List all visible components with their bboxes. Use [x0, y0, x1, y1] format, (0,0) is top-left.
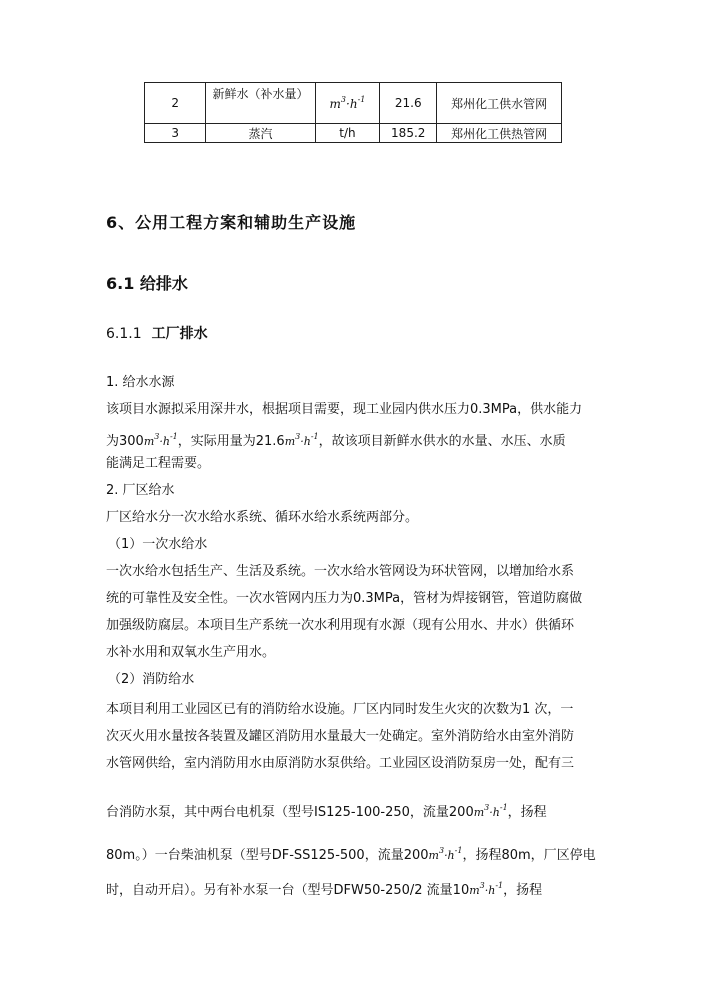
paragraph-line: 时，自动开启）。另有补水泵一台（型号DFW50-250/2 流量$10m^3\cdot h^{-1}$，扬程 [106, 881, 543, 898]
table-cell-value: 21.6 [380, 83, 437, 124]
table-cell-name: 蒸汽 [206, 124, 316, 143]
table-cell-name: 新鲜水（补水量） [206, 83, 316, 124]
table-cell-unit: t/h [315, 124, 379, 143]
subsubsection-heading [106, 323, 208, 343]
item-subtitle: （1）一次水给水 [108, 537, 208, 552]
heading-number: 6.1.1 [106, 326, 142, 342]
paragraph-line: 水管网供给，室内消防用水由原消防水泵供给。工业园区设消防泵房一处，配有三 [106, 756, 575, 771]
item-title: 2. 厂区给水 [106, 483, 175, 498]
table-cell-source: 郑州化工供热管网 [437, 124, 562, 143]
table-cell-unit: $m^3\cdot h^{-1}$ [315, 83, 379, 124]
unit-m3h: $m^3\cdot h^{-1}$ [428, 846, 463, 862]
subsection-heading: 6.1 给排水 [106, 274, 188, 293]
paragraph-line: 为$300m^3\cdot h^{-1}$，实际用量为$21.6m^3\cdot h^{-1}$，故该项目新鲜水供水的水量、水压、水质 [106, 432, 566, 449]
table-cell-no: 3 [145, 124, 206, 143]
table-row [145, 83, 562, 124]
item-subtitle: （2）消防给水 [108, 672, 195, 687]
table-cell-source: 郑州化工供水管网 [437, 83, 562, 124]
paragraph-line: 80m。）一台柴油机泵（型号DF-SS125-500，流量$200m^3\cdot h^{-1}$，扬程80m，厂区停电 [106, 846, 596, 863]
heading-text: 工厂排水 [151, 326, 208, 342]
data-table [144, 82, 562, 143]
table-cell-value: 185.2 [380, 124, 437, 143]
paragraph-line: 次灭火用水量按各装置及罐区消防用水量最大一处确定。室外消防给水由室外消防 [106, 729, 575, 744]
paragraph-line: 该项目水源拟采用深井水，根据项目需要，现工业园内供水压力0.3MPa，供水能力 [106, 402, 583, 417]
unit-m3h: $m^3\cdot h^{-1}$ [284, 432, 319, 448]
paragraph-line: 加强级防腐层。本项目生产系统一次水利用现有水源（现有公用水、井水）供循环 [106, 618, 575, 633]
table-cell-no: 2 [145, 83, 206, 124]
unit-m3h: $m^3\cdot h^{-1}$ [473, 803, 508, 819]
paragraph-line: 本项目利用工业园区已有的消防给水设施。厂区内同时发生火灾的次数为1 次，一 [106, 702, 574, 717]
paragraph-line: 厂区给水分一次水给水系统、循环水给水系统两部分。 [106, 510, 419, 525]
table-row [145, 124, 562, 143]
paragraph-line: 台消防水泵，其中两台电机泵（型号IS125-100-250，流量$200m^3\cdot h^{-1}$，扬程 [106, 803, 547, 820]
section-heading: 6、公用工程方案和辅助生产设施 [106, 213, 357, 232]
item-title: 1. 给水水源 [106, 375, 175, 390]
paragraph-line: 一次水给水包括生产、生活及系统。一次水给水管网设为环状管网，以增加给水系 [106, 564, 575, 579]
paragraph-line: 能满足工程需要。 [106, 456, 211, 471]
unit-m3h: $m^3\cdot h^{-1}$ [143, 432, 178, 448]
paragraph-line: 水补水用和双氧水生产用水。 [106, 645, 276, 660]
paragraph-line: 统的可靠性及安全性。一次水管网内压力为0.3MPa，管材为焊接钢管，管道防腐做 [106, 591, 583, 606]
unit-m3h: $m^3\cdot h^{-1}$ [469, 881, 504, 897]
